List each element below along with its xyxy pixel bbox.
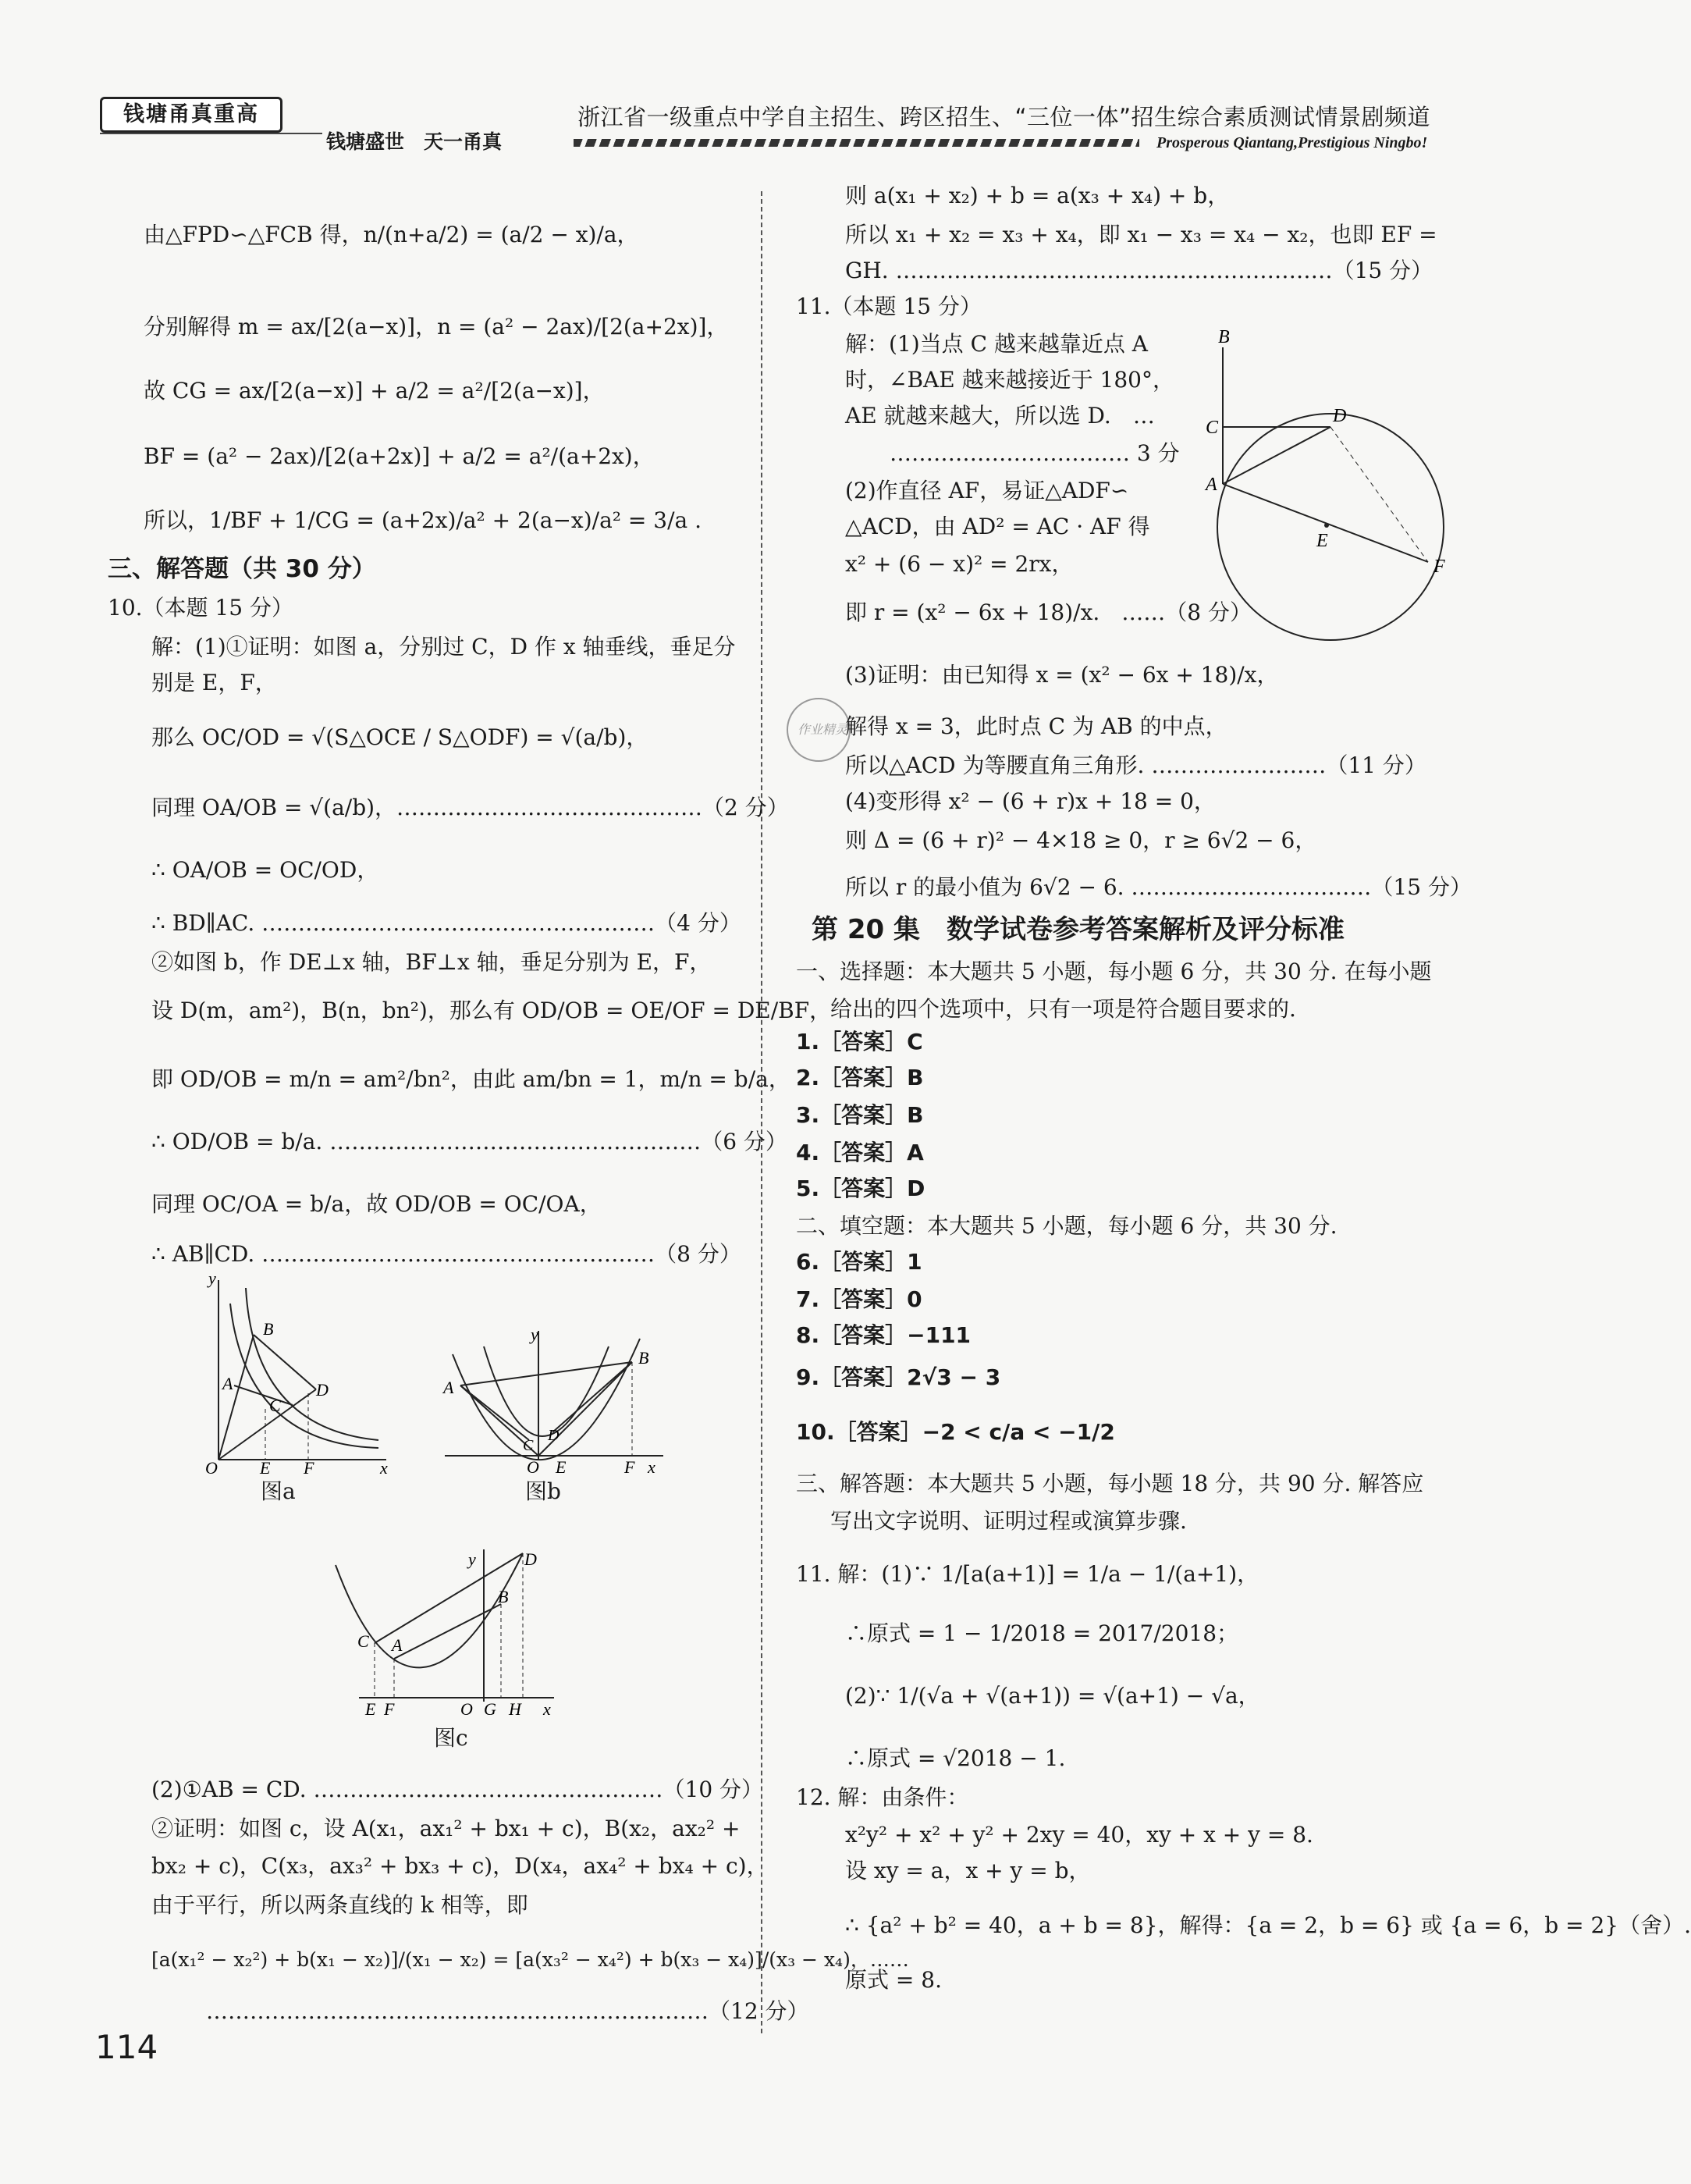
set-20-heading: 第 20 集 数学试卷参考答案解析及评分标准 xyxy=(812,914,1345,945)
q11-line-i: (3)证明：由已知得 x = (x² − 6x + 18)/x， xyxy=(845,662,1279,688)
svg-text:B: B xyxy=(498,1587,509,1606)
column-divider xyxy=(761,191,762,2033)
svg-text:B: B xyxy=(263,1319,274,1339)
svg-text:O: O xyxy=(527,1457,539,1477)
p11-line-b: ∴原式 = 1 − 1/2018 = 2017/2018； xyxy=(845,1620,1239,1646)
q10-line-n: ②证明：如图 c，设 A(x₁，ax₁² + bx₁ + c)，B(x₂，ax₂² + xyxy=(151,1816,741,1841)
answer-7: 7.［答案］0 xyxy=(796,1286,922,1312)
q10-line-d: 同理 OA/OB = √(a/b)，……………………………………（2 分） xyxy=(151,795,789,820)
p12-line-d: ∴ {a² + b² = 40，a + b = 8}，解得：{a = 2，b = 6} 或 {a = 6，b = 2}（舍）. xyxy=(845,1912,1691,1938)
svg-text:y: y xyxy=(468,1549,476,1569)
q11-line-b: 时，∠BAE 越来越接近于 180°， xyxy=(845,367,1174,393)
q10-line-l: ∴ AB∥CD. ………………………………………………（8 分） xyxy=(151,1241,741,1267)
figure-c-caption: 图c xyxy=(434,1725,468,1751)
q11-line-d: …………………………… 3 分 xyxy=(890,440,1180,466)
q10-line-j: ∴ OD/OB = b/a. ……………………………………………（6 分） xyxy=(151,1129,787,1154)
figure-a-caption: 图a xyxy=(261,1478,296,1504)
svg-text:x: x xyxy=(543,1699,551,1719)
q10-line-c: 那么 OC/OD = √(S△OCE / S△ODF) = √(a/b)， xyxy=(151,724,648,750)
p12-line-b: x²y² + x² + y² + 2xy = 40，xy + x + y = 8. xyxy=(845,1822,1313,1848)
q10-line-i: 即 OD/OB = m/n = am²/bn²，由此 am/bn = 1，m/n = b/a， xyxy=(151,1066,790,1092)
q11-line-g: x² + (6 − x)² = 2rx， xyxy=(845,551,1074,577)
page-number: 114 xyxy=(95,2028,158,2066)
svg-text:C: C xyxy=(357,1631,369,1651)
p12-line-e: 原式 = 8. xyxy=(845,1967,942,1993)
q11-line-n: 所以 r 的最小值为 6√2 − 6. ……………………………（15 分） xyxy=(845,874,1472,900)
p12-line-a: 12. 解：由条件： xyxy=(796,1784,969,1810)
left-line-4: BF = (a² − 2ax)/[2(a+2x)] + a/2 = a²/(a+2x)， xyxy=(144,443,655,469)
q10-line-f: ∴ BD∥AC. ………………………………………………（4 分） xyxy=(151,910,741,936)
svg-text:O: O xyxy=(460,1699,473,1719)
header-title: 浙江省一级重点中学自主招生、跨区招生、“三位一体”招生综合素质测试情景剧频道 xyxy=(577,104,1431,130)
svg-text:D: D xyxy=(316,1380,329,1400)
circle-figure xyxy=(1206,324,1494,636)
q10-line-m: (2)①AB = CD. …………………………………………（10 分） xyxy=(151,1777,764,1802)
svg-text:y: y xyxy=(531,1325,538,1344)
left-line-3: 故 CG = ax/[2(a−x)] + a/2 = a²/[2(a−x)]， xyxy=(144,378,605,404)
svg-text:A: A xyxy=(1206,475,1217,495)
q10-line-a: 解：(1)①证明：如图 a，分别过 C，D 作 x 轴垂线，垂足分 xyxy=(151,634,736,660)
answer-3: 3.［答案］B xyxy=(796,1102,924,1128)
answer-5: 5.［答案］D xyxy=(796,1176,925,1201)
svg-text:C: C xyxy=(523,1437,534,1454)
q10-line-p: 由于平行，所以两条直线的 k 相等，即 xyxy=(151,1892,528,1918)
answer-1: 1.［答案］C xyxy=(796,1029,923,1055)
svg-text:x: x xyxy=(380,1458,388,1478)
p11-line-c: (2)∵ 1/(√a + √(a+1)) = √(a+1) − √a， xyxy=(845,1683,1260,1709)
header-slogan: 钱塘盛世 天一甬真 xyxy=(326,130,503,153)
q11-line-m: 则 Δ = (6 + r)² − 4×18 ≥ 0，r ≥ 6√2 − 6， xyxy=(845,827,1317,853)
answer-6: 6.［答案］1 xyxy=(796,1249,922,1275)
figure-b xyxy=(437,1323,671,1475)
answer-10: 10.［答案］−2 < c/a < −1/2 xyxy=(796,1419,1115,1445)
answer-8: 8.［答案］−111 xyxy=(796,1322,972,1348)
stamp-seal xyxy=(783,687,854,773)
q11-line-e: (2)作直径 AF，易证△ADF∽ xyxy=(845,478,1129,503)
figure-b-caption: 图b xyxy=(525,1478,561,1504)
q10-line-e: ∴ OA/OB = OC/OD， xyxy=(151,857,379,883)
section-3-heading: 三、解答题（共 30 分） xyxy=(108,555,376,583)
q11-line-f: △ACD，由 AD² = AC · AF 得 xyxy=(845,514,1150,539)
q10-line-k: 同理 OC/OA = b/a，故 OD/OB = OC/OA， xyxy=(151,1191,602,1217)
q11-line-k: 所以△ACD 为等腰直角三角形. ……………………（11 分） xyxy=(845,752,1426,778)
svg-text:E: E xyxy=(365,1699,376,1719)
svg-text:O: O xyxy=(205,1458,218,1478)
q10-line-b: 别是 E，F， xyxy=(151,670,277,695)
svg-text:H: H xyxy=(509,1699,521,1719)
svg-text:E: E xyxy=(260,1458,271,1478)
svg-text:G: G xyxy=(484,1699,496,1719)
svg-text:D: D xyxy=(524,1549,537,1569)
header-rule xyxy=(100,133,322,134)
q11-line-j: 解得 x = 3，此时点 C 为 AB 的中点， xyxy=(845,713,1227,739)
q10-heading: 10.（本题 15 分） xyxy=(108,595,293,621)
left-line-5: 所以，1/BF + 1/CG = (a+2x)/a² + 2(a−x)/a² = 3/a . xyxy=(144,507,702,533)
answer-4: 4.［答案］A xyxy=(796,1140,924,1165)
figure-c xyxy=(328,1542,562,1721)
answer-2: 2.［答案］B xyxy=(796,1065,924,1090)
sec1-line-a: 一、选择题：本大题共 5 小题，每小题 6 分，共 30 分. 在每小题 xyxy=(796,959,1432,984)
svg-text:B: B xyxy=(1218,327,1230,347)
q10-line-h: 设 D(m，am²)，B(n，bn²)，那么有 OD/OB = OE/OF = DE/BF， xyxy=(151,998,832,1023)
svg-text:F: F xyxy=(624,1457,635,1477)
svg-text:E: E xyxy=(1316,531,1328,551)
q11-line-a: 解：(1)当点 C 越来越靠近点 A xyxy=(845,331,1149,357)
left-line-1: 由△FPD∽△FCB 得，n/(n+a/2) = (a/2 − x)/a， xyxy=(144,222,639,247)
answer-9: 9.［答案］2√3 − 3 xyxy=(796,1364,1001,1390)
svg-text:D: D xyxy=(1333,406,1347,426)
header-dash-bar xyxy=(574,139,1139,147)
q11-heading: 11.（本题 15 分） xyxy=(796,293,982,319)
q11-line-c: AE 就越来越大，所以选 D. … xyxy=(845,403,1155,429)
svg-text:F: F xyxy=(384,1699,395,1719)
p12-line-c: 设 xy = a，x + y = b， xyxy=(845,1858,1091,1883)
sec2-line: 二、填空题：本大题共 5 小题，每小题 6 分，共 30 分. xyxy=(796,1213,1338,1239)
p11-line-d: ∴原式 = √2018 − 1. xyxy=(845,1745,1066,1771)
sec3-line-b: 写出文字说明、证明过程或演算步骤. xyxy=(830,1508,1187,1534)
svg-text:F: F xyxy=(1433,557,1445,577)
brand-logo: 钱塘甬真重高 xyxy=(100,97,282,133)
svg-text:A: A xyxy=(222,1374,233,1393)
svg-text:F: F xyxy=(304,1458,314,1478)
right-line-3: GH. ……………………………………………………（15 分） xyxy=(845,258,1433,283)
stamp-text: 作业精灵 xyxy=(798,724,848,737)
left-line-2: 分别解得 m = ax/[2(a−x)]，n = (a² − 2ax)/[2(a+2x)]， xyxy=(144,314,729,340)
sec3-line-a: 三、解答题：本大题共 5 小题，每小题 18 分，共 90 分. 解答应 xyxy=(796,1471,1424,1496)
q10-line-o: bx₂ + c)，C(x₃，ax₃² + bx₃ + c)，D(x₄，ax₄² + bx₄ + c)， xyxy=(151,1853,769,1879)
svg-text:E: E xyxy=(556,1457,567,1477)
q11-line-h: 即 r = (x² − 6x + 18)/x. ……（8 分） xyxy=(845,599,1252,625)
right-line-2: 所以 x₁ + x₂ = x₃ + x₄，即 x₁ − x₃ = x₄ − x₂，也即 EF = xyxy=(845,222,1437,247)
q10-line-r: ……………………………………………………………（12 分） xyxy=(206,1998,809,2024)
svg-text:B: B xyxy=(638,1348,649,1368)
svg-text:A: A xyxy=(443,1378,454,1397)
svg-text:x: x xyxy=(648,1457,655,1477)
q11-line-l: (4)变形得 x² − (6 + r)x + 18 = 0， xyxy=(845,788,1216,814)
p11-line-a: 11. 解：(1)∵ 1/[a(a+1)] = 1/a − 1/(a+1)， xyxy=(796,1561,1259,1587)
sec1-line-b: 给出的四个选项中，只有一项是符合题目要求的. xyxy=(830,996,1296,1022)
svg-text:A: A xyxy=(392,1635,403,1655)
header-english: Prosperous Qiantang,Prestigious Ningbo! xyxy=(1156,134,1428,151)
figure-a xyxy=(199,1268,394,1478)
q10-line-q: [a(x₁² − x₂²) + b(x₁ − x₂)]/(x₁ − x₂) = [a(x₃² − x₄²) + b(x₃ − x₄)]/(x₃ − x₄)，…… xyxy=(151,1948,909,1971)
svg-text:D: D xyxy=(548,1427,560,1444)
right-line-1: 则 a(x₁ + x₂) + b = a(x₃ + x₄) + b， xyxy=(845,183,1230,208)
svg-text:y: y xyxy=(208,1268,216,1288)
q10-line-g: ②如图 b，作 DE⊥x 轴，BF⊥x 轴，垂足分别为 E，F， xyxy=(151,949,712,975)
svg-text:C: C xyxy=(269,1396,281,1415)
svg-text:C: C xyxy=(1206,418,1219,438)
